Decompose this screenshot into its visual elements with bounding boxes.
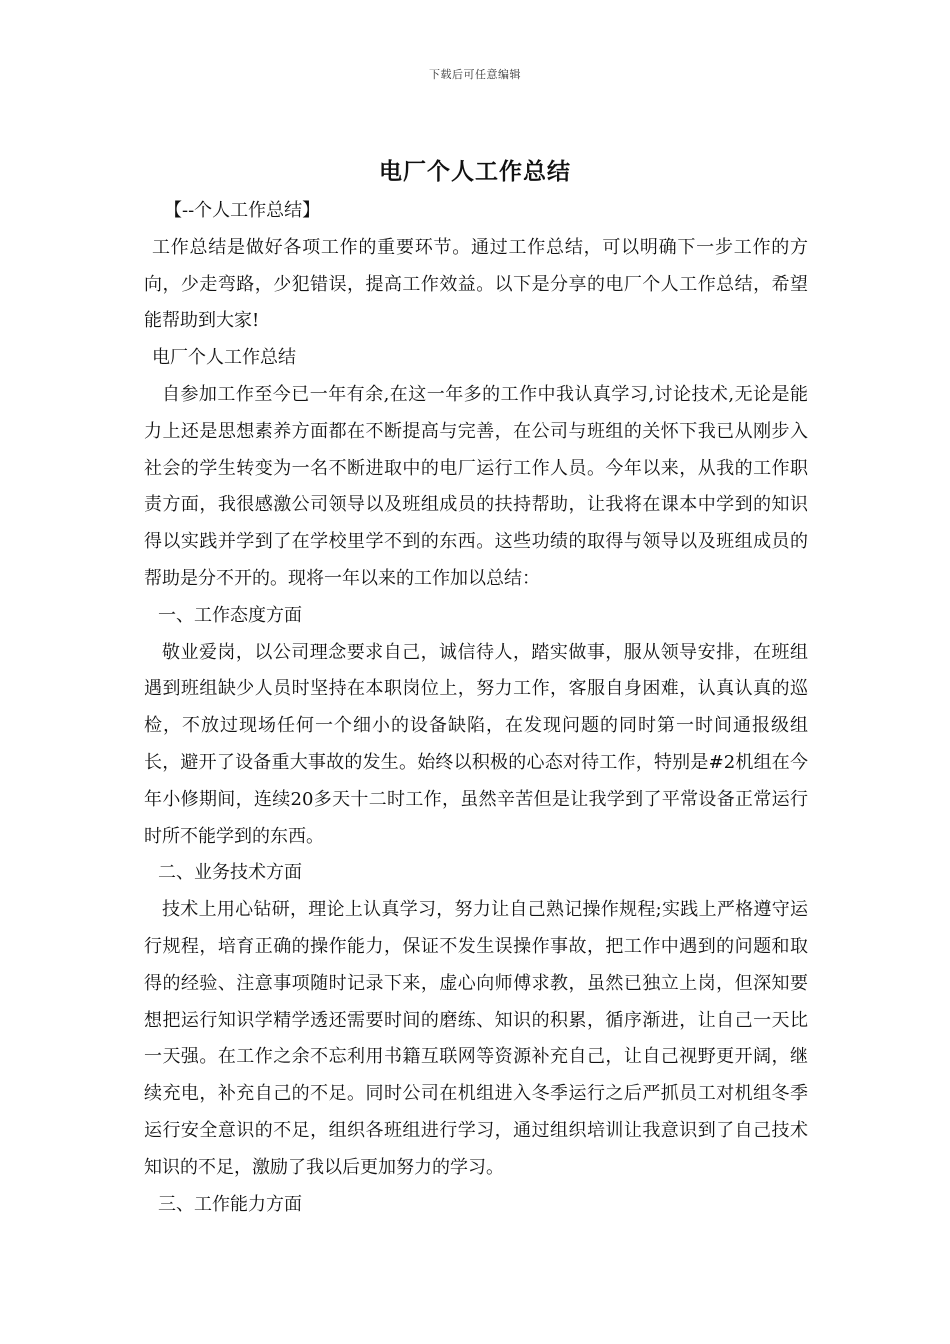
document-body: [144, 193, 808, 1223]
page-title: 电厂个人工作总结: [379, 158, 571, 185]
header-note: 下载后可任意编辑: [429, 68, 521, 81]
body-paragraph: 自参加工作至今已一年有余,在这一年多的工作中我认真学习,讨论技术,无论是能力上还是思想素养方面都在不断提高与完善，在公司与班组的关怀下我已从刚步入社会的学生转变为一名不断进取中的电厂运行工作人员。今年以来，从我的工作职责方面，我很感激公司领导以及班组成员的扶持帮助，让我将在课本中学到的知识得以实践并学到了在学校里学不到的东西。这些功绩的取得与领导以及班组成员的帮助是分不开的。现将一年以来的工作加以总结：: [144, 383, 808, 589]
body-paragraph: 敬业爱岗，以公司理念要求自己，诚信待人，踏实做事，服从领导安排，在班组遇到班组缺少人员时坚持在本职岗位上，努力工作，客服自身困难，认真认真的巡检，不放过现场任何一个细小的设备缺陷，在发现问题的同时第一时间通报级组长，避开了设备重大事故的发生。始终以积极的心态对待工作，特别是#2机组在今年小修期间，连续20多天十二时工作，虽然辛苦但是让我学到了平常设备正常运行时所不能学到的东西。: [144, 641, 808, 847]
section-heading: 电厂个人工作总结: [152, 347, 296, 369]
section-heading: 一、工作态度方面: [158, 604, 302, 626]
section-heading: 三、工作能力方面: [158, 1193, 302, 1215]
category-tag: 【--个人工作总结】: [164, 200, 321, 221]
intro-paragraph: 工作总结是做好各项工作的重要环节。通过工作总结，可以明确下一步工作的方向，少走弯路，少犯错误，提高工作效益。以下是分享的电厂个人工作总结，希望能帮助到大家!: [144, 236, 808, 332]
section-heading: 二、业务技术方面: [158, 862, 302, 884]
body-paragraph: 技术上用心钻研，理论上认真学习，努力让自己熟记操作规程;实践上严格遵守运行规程，培育正确的操作能力，保证不发生误操作事故，把工作中遇到的问题和取得的经验、注意事项随时记录下来，虚心向师傅求教，虽然已独立上岗，但深知要想把运行知识学精学透还需要时间的磨练、知识的积累，循序渐进，让自己一天比一天强。在工作之余不忘利用书籍互联网等资源补充自己，让自己视野更开阔，继续充电，补充自己的不足。同时公司在机组进入冬季运行之后严抓员工对机组冬季运行安全意识的不足，组织各班组进行学习，通过组织培训让我意识到了自己技术知识的不足，激励了我以后更加努力的学习。: [144, 899, 808, 1178]
